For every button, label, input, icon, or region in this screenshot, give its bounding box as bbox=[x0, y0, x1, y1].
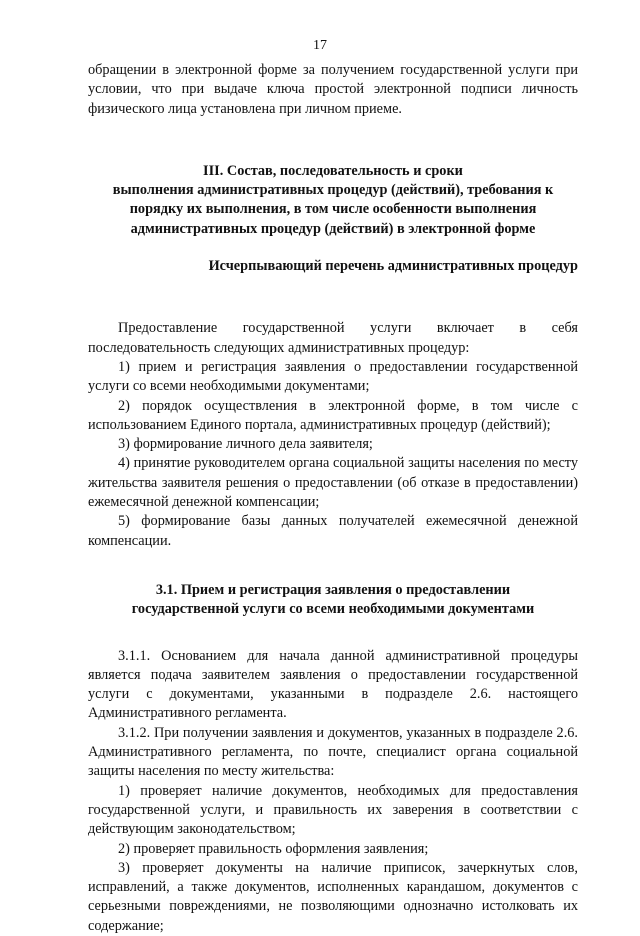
section-3-title-line-2: выполнения административных процедур (действий), требования к bbox=[112, 182, 554, 199]
procedure-item: 1) прием и регистрация заявления о предоставлении государственной услуги со всеми необходимыми документами; bbox=[88, 358, 578, 395]
procedure-item: 4) принятие руководителем органа социальной защиты населения по месту жительства заявителя решения о предоставлении (об отказе в предоставлении) ежемесячной денежной компенсации; bbox=[88, 455, 578, 511]
paragraph-3-1-2: 3.1.2. При получении заявления и документов, указанных в подразделе 2.6. Административного регламента, по почте, специалист органа социальной защиты населения по месту жительства: bbox=[88, 724, 578, 780]
section-3-1-body bbox=[88, 647, 578, 936]
section-3-1-title-line-2: государственной услуги со всеми необходимыми документами bbox=[131, 601, 535, 618]
section-3-title-line-1: III. Состав, последовательность и сроки bbox=[203, 162, 463, 179]
paragraph-3-1-1: 3.1.1. Основанием для начала данной административной процедуры является подача заявителем заявления о предоставлении государственной услуги с документами, указанными в подразделе 2.6. настоящего Административного регламента. bbox=[88, 647, 578, 722]
procedure-item: 5) формирование базы данных получателей ежемесячной денежной компенсации. bbox=[88, 513, 578, 549]
procedures-list bbox=[88, 319, 578, 551]
section-3-heading bbox=[88, 162, 578, 239]
check-item: 1) проверяет наличие документов, необходимых для предоставления государственной услуги, и правильность их заверения в соответствии с действующим законодательством; bbox=[88, 782, 578, 838]
section-3-1-title-line-1: 3.1. Прием и регистрация заявления о предоставлении bbox=[155, 581, 511, 598]
procedures-lead: Предоставление государственной услуги включает в себя последовательность следующих административных процедур: bbox=[88, 320, 578, 356]
procedure-item: 2) порядок осуществления в электронной форме, в том числе с использованием Единого портала, административных процедур (действий); bbox=[88, 397, 578, 433]
procedures-subtitle: Исчерпывающий перечень административных процедур bbox=[208, 258, 578, 275]
section-3-title-line-4: административных процедур (действий) в электронной форме bbox=[130, 220, 536, 237]
page-content bbox=[88, 61, 578, 936]
procedure-item: 3) формирование личного дела заявителя; bbox=[118, 436, 373, 453]
check-item: 2) проверяет правильность оформления заявления; bbox=[118, 840, 429, 857]
intro-paragraph: обращении в электронной форме за получением государственной услуги при условии, что при выдаче ключа простой электронной подписи личность физического лица установлена при личном приеме. bbox=[88, 62, 578, 117]
page-number: 17 bbox=[313, 38, 327, 53]
section-3-title-line-3: порядку их выполнения, в том числе особенности выполнения bbox=[129, 201, 537, 218]
section-3-1-heading bbox=[88, 581, 578, 620]
check-item: 3) проверяет документы на наличие приписок, зачеркнутых слов, исправлений, а также документов, исполненных карандашом, документов с серьезными повреждениями, не позволяющими однозначно истолковать их содержание; bbox=[88, 859, 578, 934]
